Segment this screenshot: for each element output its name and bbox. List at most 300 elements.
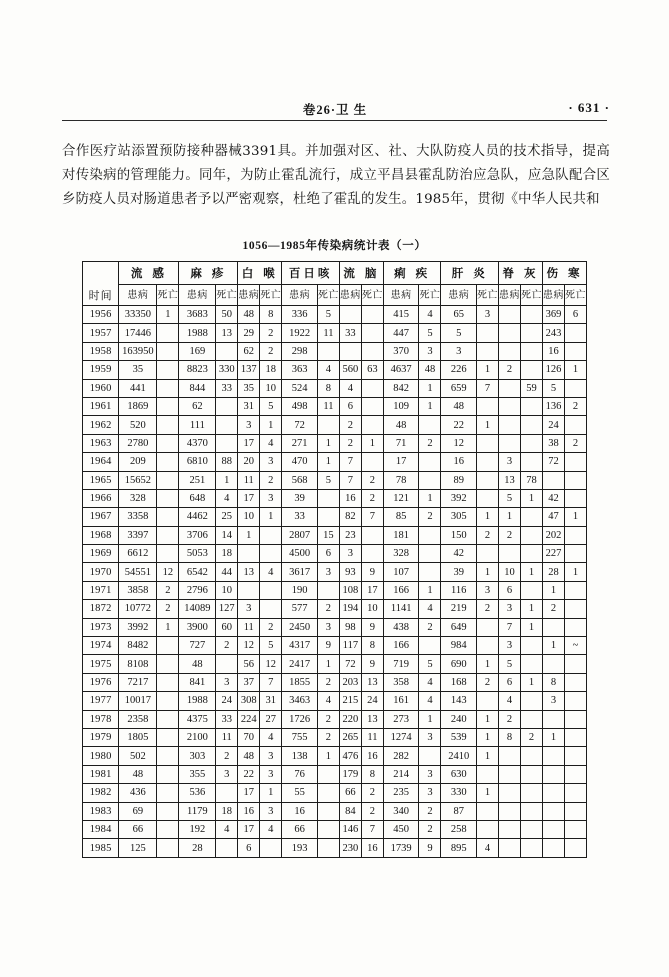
table-cell-value: 11 [238,618,260,636]
table-cell-value: 3 [419,784,441,802]
table-cell-value: 17 [383,453,419,471]
table-cell-value: 470 [282,453,318,471]
table-cell-value: 1 [317,434,339,452]
table-cell-year: 1985 [83,839,119,857]
table-cell-value: ~ [564,637,586,655]
table-cell-value [157,361,179,379]
table-cell-value: 6542 [179,563,216,581]
table-cell-value: 48 [119,765,157,783]
table-cell-value: 70 [238,728,260,746]
table-cell-value: 11 [317,397,339,415]
table-cell-value [216,784,238,802]
table-cell-value: 161 [383,692,419,710]
table-cell-value: 5 [498,655,520,673]
table-row [83,508,587,526]
table-cell-value: 1141 [383,600,419,618]
table-cell-value: 6 [317,545,339,563]
table-cell-value: 1 [564,508,586,526]
table-cell-value: 2 [498,526,520,544]
table-cell-value: 1 [520,600,542,618]
table-cell-value: 536 [179,784,216,802]
table-cell-value [476,618,498,636]
table-cell-value [542,710,564,728]
table-cell-value [260,526,282,544]
table-cell-value: 7 [498,618,520,636]
header-sub-0-0: 患病 [119,285,157,306]
table-cell-value: 85 [383,508,419,526]
table-cell-value: 50 [216,306,238,324]
table-cell-value [564,673,586,691]
table-cell-value: 2 [476,673,498,691]
table-cell-value [520,692,542,710]
table-cell-value: 1 [260,784,282,802]
table-cell-value: 192 [179,820,216,838]
table-cell-value: 3 [260,802,282,820]
table-cell-value: 33 [216,379,238,397]
table-cell-value: 16 [542,342,564,360]
table-cell-value: 2 [419,434,441,452]
table-cell-value: 3858 [119,581,157,599]
table-cell-value [564,342,586,360]
table-cell-value: 4 [317,692,339,710]
table-cell-value: 12 [238,637,260,655]
table-cell-value: 520 [119,416,157,434]
table-cell-value [498,434,520,452]
table-cell-value: 2 [317,673,339,691]
table-cell-value: 1 [476,508,498,526]
header-disease-8: 伤 寒 [542,262,586,285]
table-cell-value: 111 [179,416,216,434]
table-cell-value: 17446 [119,324,157,342]
table-cell-value [564,728,586,746]
table-cell-value: 20 [238,453,260,471]
table-cell-value [564,747,586,765]
statistics-table-wrapper [82,261,587,858]
table-cell-value: 5 [498,489,520,507]
table-cell-value: 340 [383,802,419,820]
table-cell-value: 5 [260,637,282,655]
header-disease-2: 白 喉 [238,262,282,285]
table-cell-value [476,434,498,452]
table-cell-value: 355 [179,765,216,783]
table-cell-value: 447 [383,324,419,342]
table-cell-value [157,820,179,838]
table-cell-value: 1 [317,747,339,765]
page-header [60,100,610,118]
table-cell-value: 84 [339,802,361,820]
table-cell-value: 4317 [282,637,318,655]
table-cell-value [361,397,383,415]
table-row [83,453,587,471]
table-cell-value: 25 [216,508,238,526]
table-cell-value: 539 [441,728,477,746]
table-cell-year: 1967 [83,508,119,526]
table-cell-value [157,728,179,746]
table-cell-value: 66 [339,784,361,802]
table-cell-value: 1 [520,618,542,636]
table-cell-value: 577 [282,600,318,618]
table-row [83,784,587,802]
table-cell-value [419,545,441,563]
table-cell-value: 4375 [179,710,216,728]
table-cell-value: 8482 [119,637,157,655]
table-cell-value [520,434,542,452]
table-cell-value: 24 [216,692,238,710]
header-sub-6-0: 患病 [441,285,477,306]
table-cell-value: 1 [476,784,498,802]
table-cell-value [317,489,339,507]
table-cell-value [216,416,238,434]
table-cell-value [564,710,586,728]
table-cell-value: 1179 [179,802,216,820]
table-cell-value: 16 [339,489,361,507]
table-cell-value: 1 [419,489,441,507]
header-sub-4-0: 患病 [339,285,361,306]
table-cell-value: 336 [282,306,318,324]
table-cell-year: 1980 [83,747,119,765]
table-cell-value: 844 [179,379,216,397]
table-cell-value [317,342,339,360]
table-cell-value: 33 [339,324,361,342]
table-cell-value: 330 [216,361,238,379]
table-cell-value: 48 [383,416,419,434]
table-cell-year: 1971 [83,581,119,599]
table-cell-value: 3358 [119,508,157,526]
header-sub-5-0: 患病 [383,285,419,306]
table-cell-value [498,397,520,415]
table-cell-value: 31 [238,397,260,415]
table-cell-value: 630 [441,765,477,783]
table-cell-value: 16 [238,802,260,820]
table-cell-value [157,802,179,820]
table-cell-value: 6 [238,839,260,857]
header-sub-1-0: 患病 [179,285,216,306]
table-cell-value: 1 [419,379,441,397]
table-cell-value: 1 [476,563,498,581]
table-cell-value: 984 [441,637,477,655]
table-cell-value [498,379,520,397]
table-cell-value: 47 [542,508,564,526]
table-cell-value [339,342,361,360]
table-cell-value [238,581,260,599]
table-cell-value: 9 [361,618,383,636]
table-cell-value: 2 [317,600,339,618]
table-cell-year: 1973 [83,618,119,636]
header-sub-6-1: 死亡 [476,285,498,306]
body-paragraph: 合作医疗站添置预防接种器械3391具。并加强对区、社、大队防疫人员的技术指导，提高对传染病的管理能力。同年，为防止霍乱流行，成立平昌县霍乱防治应急队，应急队配合区乡防疫人员对肠道患者予以严密观察，杜绝了霍乱的发生。1985年，贯彻《中华人民共和 [62,144,610,207]
table-cell-value: 7 [339,453,361,471]
table-cell-value: 3 [476,581,498,599]
table-cell-value: 4 [260,434,282,452]
table-cell-value: 126 [542,361,564,379]
table-cell-value: 220 [339,710,361,728]
table-cell-value: 3 [260,765,282,783]
table-cell-value [520,747,542,765]
table-cell-value [361,324,383,342]
table-cell-value: 18 [260,361,282,379]
table-cell-value: 2 [361,489,383,507]
table-cell-value: 4 [216,489,238,507]
table-cell-year: 1970 [83,563,119,581]
table-cell-value: 1 [542,581,564,599]
table-cell-value: 1 [476,728,498,746]
table-cell-value: 66 [282,820,318,838]
table-cell-value: 5 [419,324,441,342]
table-row [83,563,587,581]
table-cell-value: 125 [119,839,157,857]
table-cell-value: 1 [476,747,498,765]
table-cell-value: 168 [441,673,477,691]
table-cell-value: 498 [282,397,318,415]
table-cell-value: 560 [339,361,361,379]
table-cell-value: 4 [419,306,441,324]
table-cell-year: 1961 [83,397,119,415]
table-cell-value: 9 [361,563,383,581]
table-cell-value [157,397,179,415]
table-cell-value: 2410 [441,747,477,765]
table-cell-value: 3 [238,600,260,618]
table-cell-value: 2358 [119,710,157,728]
table-cell-value: 369 [542,306,564,324]
table-cell-year: 1969 [83,545,119,563]
table-cell-value: 202 [542,526,564,544]
table-cell-value: 438 [383,618,419,636]
table-cell-value: 17 [238,489,260,507]
table-cell-value: 5 [317,471,339,489]
table-cell-value: 11 [317,324,339,342]
table-cell-value: 1 [476,361,498,379]
header-sub-5-1: 死亡 [419,285,441,306]
header-sub-4-1: 死亡 [361,285,383,306]
table-cell-year: 1956 [83,306,119,324]
table-cell-value: 3 [419,765,441,783]
table-cell-value: 107 [383,563,419,581]
table-cell-value: 9 [361,655,383,673]
table-cell-value: 1739 [383,839,419,857]
table-cell-value: 137 [238,361,260,379]
header-sub-3-1: 死亡 [317,285,339,306]
table-cell-value: 3900 [179,618,216,636]
table-header-row-diseases [83,262,587,285]
table-row [83,306,587,324]
table-cell-value [520,655,542,673]
table-cell-value: 2 [339,416,361,434]
table-cell-value: 108 [339,581,361,599]
table-cell-year: 1958 [83,342,119,360]
table-cell-value: 1 [419,397,441,415]
table-cell-value [542,471,564,489]
table-cell-value: 8 [260,306,282,324]
table-cell-value: 127 [216,600,238,618]
table-cell-value [520,508,542,526]
table-cell-value [419,747,441,765]
table-cell-value [260,600,282,618]
table-cell-value: 308 [238,692,260,710]
table-cell-value: 17 [361,581,383,599]
table-cell-value: 265 [339,728,361,746]
table-cell-value [317,784,339,802]
table-row [83,802,587,820]
table-cell-value: 328 [119,489,157,507]
table-cell-value: 1805 [119,728,157,746]
table-cell-value [498,802,520,820]
table-cell-value: 2 [419,508,441,526]
table-cell-year: 1982 [83,784,119,802]
table-cell-value: 78 [383,471,419,489]
table-cell-value: 649 [441,618,477,636]
table-cell-value: 1922 [282,324,318,342]
table-cell-value: 5053 [179,545,216,563]
table-cell-value [520,839,542,857]
table-cell-value: 22 [238,765,260,783]
table-cell-value: 27 [260,710,282,728]
table-cell-value: 98 [339,618,361,636]
table-cell-value: 13 [238,563,260,581]
table-cell-value: 2417 [282,655,318,673]
table-cell-value: 3397 [119,526,157,544]
table-row [83,324,587,342]
table-cell-value [419,563,441,581]
table-cell-value: 2 [476,526,498,544]
table-cell-value: 6 [564,306,586,324]
header-sub-2-0: 患病 [238,285,260,306]
table-cell-value: 2 [419,820,441,838]
table-cell-value [564,655,586,673]
table-cell-value: 18 [216,545,238,563]
table-cell-value [476,637,498,655]
table-cell-value: 17 [238,784,260,802]
table-cell-value: 842 [383,379,419,397]
table-row [83,471,587,489]
table-cell-value: 2 [361,471,383,489]
table-cell-value: 7 [476,379,498,397]
table-cell-value: 48 [238,747,260,765]
table-cell-value: 38 [542,434,564,452]
table-cell-value: 6810 [179,453,216,471]
table-cell-value: 1 [361,434,383,452]
table-cell-value: 2 [498,710,520,728]
table-cell-value: 62 [238,342,260,360]
body-paragraph-block [62,140,610,212]
table-cell-value [542,765,564,783]
table-cell-value: 415 [383,306,419,324]
table-cell-value: 29 [238,324,260,342]
table-cell-value [564,618,586,636]
table-cell-value: 3 [216,673,238,691]
table-cell-value: 258 [441,820,477,838]
table-cell-value: 4 [339,379,361,397]
table-cell-value [260,545,282,563]
table-cell-value: 1 [216,471,238,489]
table-cell-value: 2 [498,361,520,379]
table-cell-value: 358 [383,673,419,691]
table-row [83,361,587,379]
table-cell-value [498,545,520,563]
table-cell-value: 28 [542,563,564,581]
table-cell-value [317,508,339,526]
table-cell-value [157,416,179,434]
table-cell-value [564,526,586,544]
table-cell-value [498,342,520,360]
table-cell-value: 441 [119,379,157,397]
table-cell-year: 1974 [83,637,119,655]
table-row [83,526,587,544]
table-cell-value: 8 [361,637,383,655]
table-cell-value: 271 [282,434,318,452]
table-cell-value: 3617 [282,563,318,581]
table-cell-value: 755 [282,728,318,746]
table-cell-value: 1 [542,637,564,655]
table-cell-year: 1968 [83,526,119,544]
table-cell-value [564,471,586,489]
table-cell-value: 2 [361,784,383,802]
table-cell-value [157,765,179,783]
table-cell-value [157,471,179,489]
table-cell-value: 6 [498,673,520,691]
table-cell-value: 2 [361,802,383,820]
table-cell-value: 22 [441,416,477,434]
table-cell-value: 12 [260,655,282,673]
header-disease-3: 百日咳 [282,262,340,285]
table-cell-value: 298 [282,342,318,360]
table-cell-value [520,306,542,324]
table-cell-value: 5 [260,397,282,415]
table-cell-value: 303 [179,747,216,765]
table-cell-value [542,655,564,673]
table-cell-value [564,820,586,838]
table-cell-value: 273 [383,710,419,728]
table-cell-value [157,434,179,452]
table-cell-value [520,342,542,360]
table-cell-value: 194 [339,600,361,618]
table-cell-value [157,342,179,360]
table-cell-value: 1 [520,563,542,581]
table-cell-year: 1966 [83,489,119,507]
table-cell-value [419,416,441,434]
header-time: 时间 [83,262,119,306]
table-cell-value: 33350 [119,306,157,324]
table-cell-value: 3 [339,545,361,563]
table-cell-value [520,453,542,471]
table-cell-value: 13 [361,710,383,728]
table-cell-value [542,784,564,802]
table-cell-value: 3992 [119,618,157,636]
table-cell-value [564,692,586,710]
table-row [83,379,587,397]
table-cell-value [317,581,339,599]
page-number: · 631 · [568,100,610,115]
table-head [83,262,587,306]
table-cell-value: 9 [317,637,339,655]
table-cell-value: 181 [383,526,419,544]
table-cell-value: 12 [157,563,179,581]
table-cell-value [476,397,498,415]
table-row [83,765,587,783]
header-sub-7-1: 死亡 [520,285,542,306]
table-cell-value [260,839,282,857]
table-cell-value [361,306,383,324]
table-cell-value: 370 [383,342,419,360]
table-cell-value: 42 [542,489,564,507]
table-cell-value [542,747,564,765]
table-row [83,637,587,655]
table-cell-year: 1960 [83,379,119,397]
table-cell-value: 1 [564,563,586,581]
table-cell-value: 10017 [119,692,157,710]
table-cell-value [317,765,339,783]
table-cell-value: 66 [119,820,157,838]
table-body [83,306,587,858]
